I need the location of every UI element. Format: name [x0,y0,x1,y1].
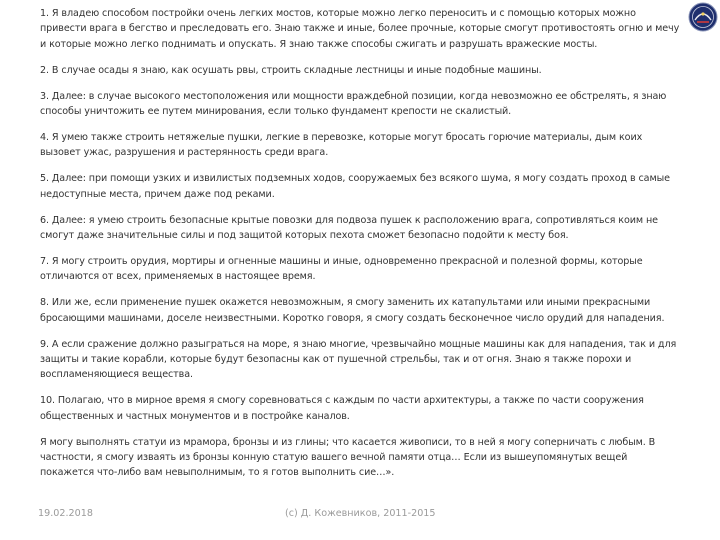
paragraph-6: 6. Далее: я умею строить безопасные крытые повозки для подвоза пушек к расположению врага, сопротивляться коим не смогут даже значительные силы и под защитой которых пехота сможет безопасно подойти к месту боя. [40,214,658,241]
paragraph-4: 4. Я умею также строить нетяжелые пушки, легкие в перевозке, которые могут бросать горючие материалы, дым коих вызовет ужас, разрушения и растерянность среди врага. [40,131,643,159]
paragraph-3: 3. Далее: в случае высокого местоположения или мощности враждебной позиции, когда невозможно ее обстрелять, я знаю способы уничтожить ее путем минирования, если только фундамент крепости не скалистый. [40,90,667,118]
paragraph-9: 9. А если сражение должно разыграться на море, я знаю многие, чрезвычайно мощные машины как для нападения, так и для защиты и такие корабли, которые будут безопасны как от пушечной стрельбы, так и от огня. Знаю я также порохи и воспламеняющиеся вещества. [40,338,677,381]
document-body [40,6,682,491]
footer-date: 19.02.2018 [38,508,93,519]
paragraph-7: 7. Я могу строить орудия, мортиры и огненные машины и иные, одновременно прекрасной и полезной формы, которые отличаются от всех, применяемых в настоящее время. [40,255,643,283]
footer-copyright: (c) Д. Кожевников, 2011-2015 [285,508,436,519]
paragraph-8: 8. Или же, если применение пушек окажется невозможным, я смогу заменить их катапультами или иными прекрасными бросающими машинами, доселе неизвестными. Коротко говоря, я смогу создать бесконечное число орудий для нападения. [40,297,665,324]
paragraph-10: 10. Полагаю, что в мирное время я смогу соревноваться с каждым по части архитектуры, а также по части сооружения общественных и частных монументов и в постройке каналов. [40,395,644,422]
paragraph-5: 5. Далее: при помощи узких и извилистых подземных ходов, сооружаемых без всякого шума, я могу создать проход в самые недоступные места, причем даже под реками. [40,173,670,200]
paragraph-1: 1. Я владею способом постройки очень легких мостов, которые можно легко переносить и с помощью которых можно привести врага в бегство и преследовать его. Знаю также и иные, более прочные, которые смогут противостоять огню и мечу и которые можно легко поднимать и опускать. Я знаю также способы сжигать и разрушать вражеские мосты. [40,8,680,50]
paragraph-2: 2. В случае осады я знаю, как осушать рвы, строить складные лестницы и иные подобные машины. [40,64,542,76]
emblem-icon [688,2,718,32]
paragraph-11: Я могу выполнять статуи из мрамора, бронзы и из глины; что касается живописи, то в ней я могу соперничать с любым. В частности, я смогу изваять из бронзы конную статую вашего вечной памяти отца… Если из вышеупомянутых вещей покажется что-либо вам невыполнимым, то я готов выполнить сие…». [40,436,656,479]
